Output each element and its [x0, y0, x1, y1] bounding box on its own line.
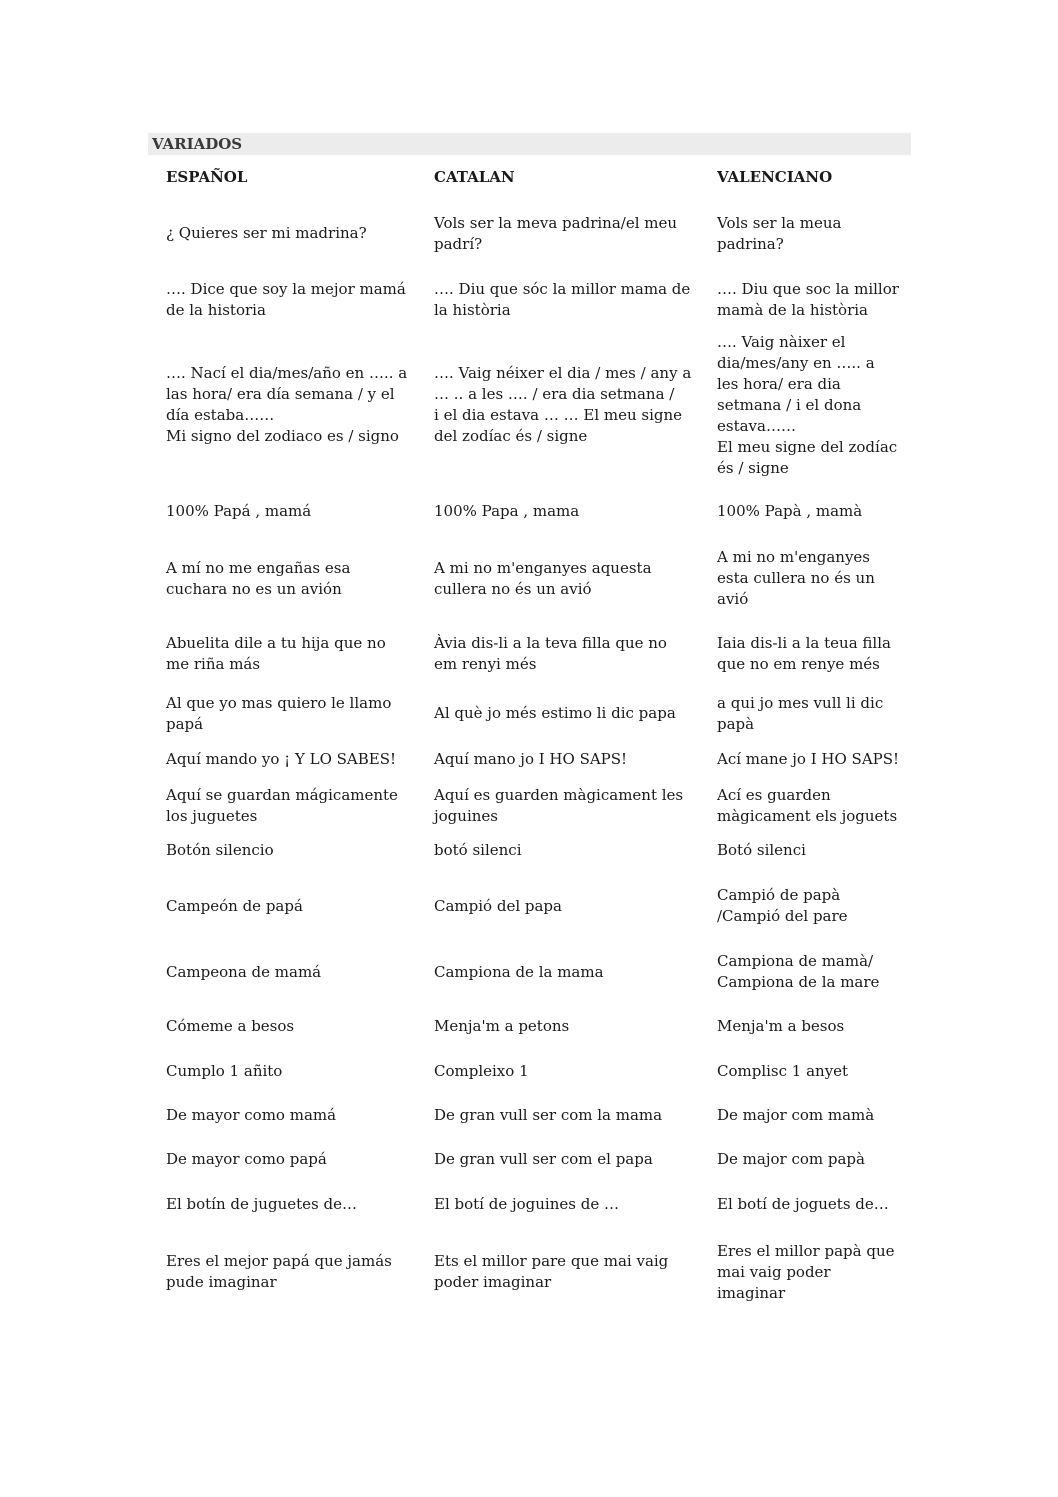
cell-valencian: Iaia dis-li a la teua filla que no em renye més: [717, 633, 891, 673]
cell-valencian: Menja'm a besos: [717, 1016, 845, 1035]
cell-valencian: 100% Papà , mamà: [717, 501, 863, 520]
cell-catalan: Aquí mano jo I HO SAPS!: [434, 749, 628, 768]
cell-valencian: De major com papà: [717, 1150, 865, 1168]
table-row: [166, 948, 911, 996]
cell-spanish: Al que yo mas quiero le llamo papá: [166, 693, 392, 733]
cell-valencian: A mi no m'enganyes esta cullera no és un avió: [717, 548, 875, 608]
cell-spanish: Abuelita dile a tu hija que no me riña más: [166, 633, 386, 673]
column-header-spanish: ESPAÑOL: [166, 167, 248, 186]
cell-spanish: Cumplo 1 añito: [166, 1061, 283, 1080]
table-row: [166, 864, 911, 948]
cell-catalan: El botí de joguines de …: [434, 1195, 619, 1213]
cell-catalan: A mi no m'enganyes aquesta cullera no és un avió: [434, 558, 652, 598]
translation-table: [166, 165, 911, 1310]
table-row: [166, 1056, 911, 1086]
cell-valencian: Eres el millor papà que mai vaig poder imaginar: [717, 1241, 895, 1302]
cell-valencian: Botó silenci: [717, 840, 806, 859]
cell-catalan: Compleixo 1: [434, 1061, 529, 1080]
table-row: [166, 996, 911, 1056]
cell-spanish: Campeón de papá: [166, 896, 303, 915]
section-title: VARIADOS: [148, 133, 911, 155]
table-row: [166, 743, 911, 775]
table-header-row: [166, 165, 911, 189]
cell-spanish: De mayor como mamá: [166, 1105, 337, 1124]
cell-valencian: Ací mane jo I HO SAPS!: [717, 749, 900, 768]
cell-spanish: 100% Papá , mamá: [166, 501, 312, 520]
cell-catalan: Aquí es guarden màgicament les joguines: [434, 785, 684, 825]
table-row: [166, 836, 911, 864]
table-row: [166, 775, 911, 836]
cell-spanish: …. Dice que soy la mejor mamá de la historia: [166, 280, 406, 319]
cell-valencian: El botí de joguets de…: [717, 1195, 889, 1213]
cell-spanish: El botín de juguetes de…: [166, 1195, 357, 1213]
cell-catalan: Ets el millor pare que mai vaig poder imaginar: [434, 1252, 669, 1291]
cell-catalan: Al què jo més estimo li dic papa: [434, 704, 676, 722]
table-row: [166, 623, 911, 684]
table-row: [166, 278, 911, 322]
column-header-valencian: VALENCIANO: [717, 167, 833, 186]
column-header-catalan: CATALAN: [434, 167, 515, 186]
cell-spanish: Cómeme a besos: [166, 1016, 295, 1035]
cell-catalan: 100% Papa , mama: [434, 501, 580, 520]
cell-catalan: botó silenci: [434, 840, 522, 859]
cell-spanish: Botón silencio: [166, 840, 274, 859]
cell-spanish: Aquí mando yo ¡ Y LO SABES!: [166, 749, 397, 768]
cell-valencian: Vols ser la meua padrina?: [717, 213, 842, 253]
cell-catalan: Campió del papa: [434, 896, 562, 915]
cell-valencian: Campió de papà /Campió del pare: [717, 886, 848, 925]
cell-spanish: Eres el mejor papá que jamás pude imaginar: [166, 1252, 392, 1291]
table-body: [166, 189, 911, 1310]
cell-spanish: …. Nací el dia/mes/año en ….. a las hora/ era día semana / y el día estaba…… Mi signo del zodiaco es / signo: [166, 364, 408, 445]
cell-catalan: Vols ser la meva padrina/el meu padrí?: [434, 213, 678, 253]
table-row: [166, 1086, 911, 1144]
table-row: [166, 488, 911, 534]
cell-catalan: Àvia dis-li a la teva filla que no em renyi més: [434, 633, 667, 673]
cell-valencian: a qui jo mes vull li dic papà: [717, 693, 884, 733]
table-row: [166, 322, 911, 488]
cell-valencian: Campiona de mamà/ Campiona de la mare: [717, 952, 880, 991]
cell-spanish: ¿ Quieres ser mi madrina?: [166, 224, 367, 242]
cell-catalan: De gran vull ser com la mama: [434, 1105, 663, 1124]
cell-catalan: …. Vaig néixer el dia / mes / any a … .. a les …. / era dia setmana / i el dia estava … … El meu signe del zodíac és / signe: [434, 364, 692, 445]
cell-valencian: …. Vaig nàixer el dia/mes/any en ….. a les hora/ era dia setmana / i el dona estava…… El meu signe del zodíac és / signe: [717, 332, 898, 477]
table-row: [166, 1234, 911, 1310]
table-row: [166, 684, 911, 743]
cell-spanish: A mí no me engañas esa cuchara no es un avión: [166, 558, 351, 598]
table-row: [166, 534, 911, 623]
cell-valencian: …. Diu que soc la millor mamà de la història: [717, 280, 899, 319]
cell-spanish: De mayor como papá: [166, 1150, 327, 1168]
cell-catalan: Campiona de la mama: [434, 962, 604, 981]
cell-catalan: De gran vull ser com el papa: [434, 1150, 653, 1168]
table-row: [166, 189, 911, 278]
cell-valencian: De major com mamà: [717, 1105, 875, 1124]
cell-catalan: …. Diu que sóc la millor mama de la història: [434, 280, 691, 319]
cell-spanish: Campeona de mamá: [166, 962, 322, 981]
cell-catalan: Menja'm a petons: [434, 1016, 570, 1035]
cell-spanish: Aquí se guardan mágicamente los juguetes: [166, 785, 398, 825]
cell-valencian: Ací es guarden màgicament els joguets: [717, 785, 898, 825]
table-row: [166, 1144, 911, 1175]
cell-valencian: Complisc 1 anyet: [717, 1061, 849, 1080]
table-row: [166, 1175, 911, 1234]
